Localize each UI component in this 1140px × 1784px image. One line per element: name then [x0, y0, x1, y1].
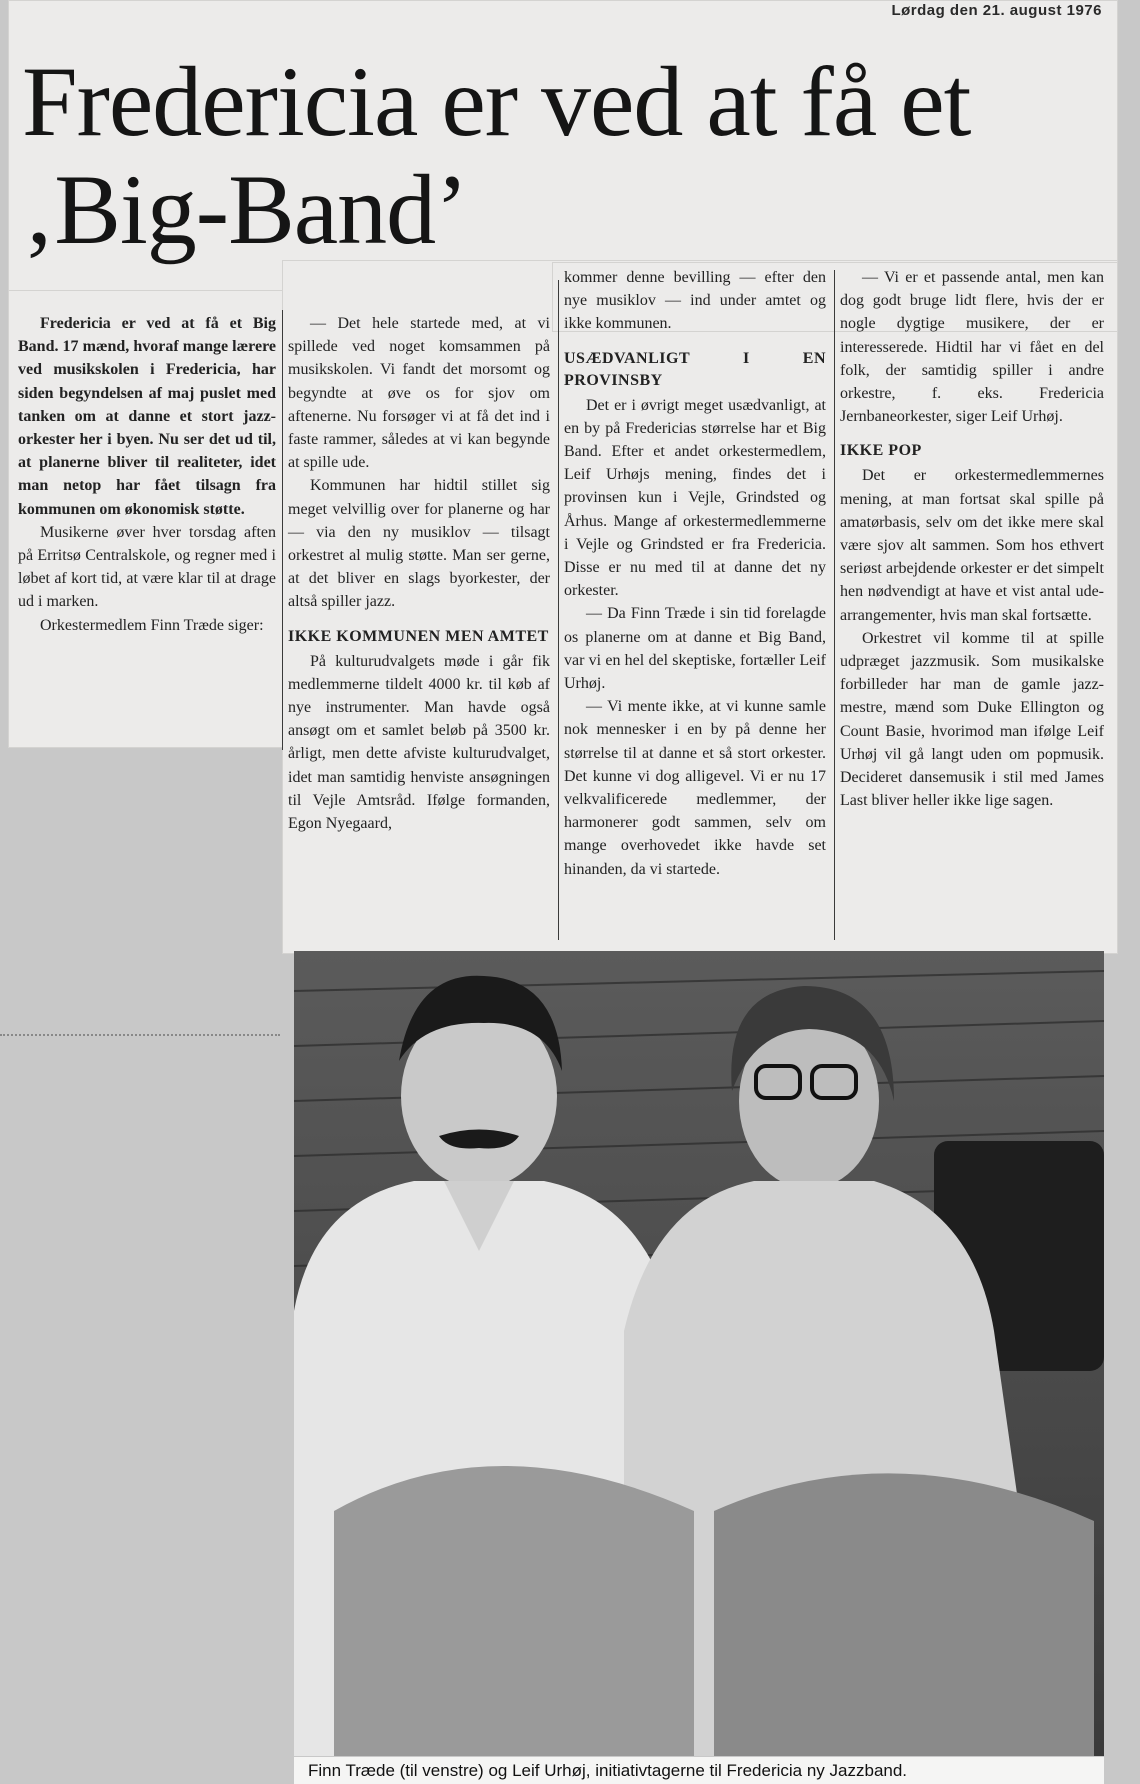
article-paragraph: — Det hele startede med, at vi spillede ved noget komsammen på musikskolen. Vi fandt det morsomt og begyndte at øve os for sjov om aftenerne. Nu forsøger vi at få det ind i faste rammer, således at vi kan begynde at spille ude.	[288, 315, 550, 472]
article-paragraph: — Vi mente ikke, at vi kunne samle nok mennesker i en by på denne her størrelse til at danne et så stort orkester. Det kunne vi dog alligevel. Vi er nu 17 velkvalificerede medlemmer, der harmonerer godt sammen, selv om mange overhovedet ikke havde set hinanden, da vi startede.	[564, 698, 826, 878]
article-paragraph: Det er i øvrigt meget usædvanligt, at en by på Fredericias størrelse har et Big Band. Efter et andet orkestermedlem, Leif Urhøjs mening, findes det i provinsen kun i Vejle, Grindsted og Århus. Mange af orkestermedlemmerne i Vejle og Grindsted er fra Fredericia. Disse er nu med til at danne det ny orkester.	[564, 396, 826, 600]
column-rule-1	[282, 310, 283, 750]
article-column-2	[288, 312, 550, 835]
article-paragraph: — Vi er et passende antal, men kan dog godt bruge lidt flere, hvis der er nogle dygtige musikere, der er interesserede. Hidtil har vi fået en del folk, der samtidig spiller i andre orkestre, f. eks. Fredericia Jernbaneorkester, siger Leif Urhøj.	[840, 269, 1104, 426]
article-paragraph: kommer denne bevilling — efter den nye musiklov — ind under amtet og ikke kommunen.	[564, 269, 826, 333]
article-paragraph: Det er orkestermedlemmernes mening, at man fortsat skal spille på amatørbasis, selv om det ikke mere skal være sjov alt sammen. Som hos ethvert seriøst arbejdende orkester er det simpelt hen nødvendigt at have et vist antal ude-arrangementer, hvis man skal fortsætte.	[840, 467, 1104, 624]
article-paragraph: Musikerne øver hver torsdag aften på Erritsø Centralskole, og regner med i løbet af kort tid, at være klar til at drage ud i marken.	[18, 523, 276, 611]
article-column-4	[840, 266, 1104, 812]
article-column-3	[564, 266, 826, 881]
section-heading: USÆDVANLIGT I EN PROVINSBY	[564, 349, 826, 389]
photo-caption: Finn Træde (til venstre) og Leif Urhøj, initiativtagerne til Fredericia ny Jazzband.	[294, 1757, 1104, 1784]
column-rule-3	[834, 270, 835, 940]
section-heading: IKKE POP	[840, 442, 922, 460]
headline: Fredericia er ved at få et ‚Big-Band’	[22, 46, 971, 265]
column-rule-2	[558, 280, 559, 940]
lead-paragraph: Fredericia er ved at få et Big Band. 17 mænd, hvoraf mange lærere ved musikskolen i Fredericia, har siden begyndelsen af maj puslet med tanken om at danne et stort jazz-orkester her i byen. Nu ser det ud til, at planerne bliver til realiteter, idet man netop har fået tilsagn fra kommunen om økonomisk støtte.	[18, 315, 276, 518]
fold-mark	[0, 1034, 280, 1036]
article-paragraph: På kulturudvalgets møde i går fik medlemmerne tildelt 4000 kr. til køb af nye instrumenter. Man havde også ansøgt om et samlet beløb på 3500 kr. årligt, men dette afviste kulturudvalget, idet man samtidig henviste ansøgningen til Vejle Amtsråd. Ifølge formanden, Egon Nyegaard,	[288, 652, 550, 833]
article-paragraph: Orkestret vil komme til at spille udpræget jazzmusik. Som musikalske forbilleder har man de gamle jazz-mestre, mænd som Duke Ellington og Count Basie, hvorimod man ifølge Leif Urhøj vil gå langt uden om popmusik. Decideret dansemusik i stil med James Last bliver heller ikke lige sagen.	[840, 629, 1104, 810]
article-paragraph: Orkestermedlem Finn Træde siger:	[40, 616, 264, 634]
article-paragraph: — Da Finn Træde i sin tid forelagde os planerne om at danne et Big Band, var vi en hel del skeptiske, fortæller Leif Urhøj.	[564, 605, 826, 693]
dateline: Lørdag den 21. august 1976	[891, 2, 1102, 19]
article-paragraph: Kommunen har hidtil stillet sig meget velvillig over for planerne og har — via den ny musiklov — tilsagt orkestret al mulig støtte. Man ser gerne, at det bliver en slags byorkester, der altså spiller jazz.	[288, 477, 550, 611]
photograph-two-men	[294, 951, 1104, 1756]
article-column-1	[18, 312, 276, 637]
section-heading: IKKE KOMMUNEN MEN AMTET	[288, 627, 549, 645]
